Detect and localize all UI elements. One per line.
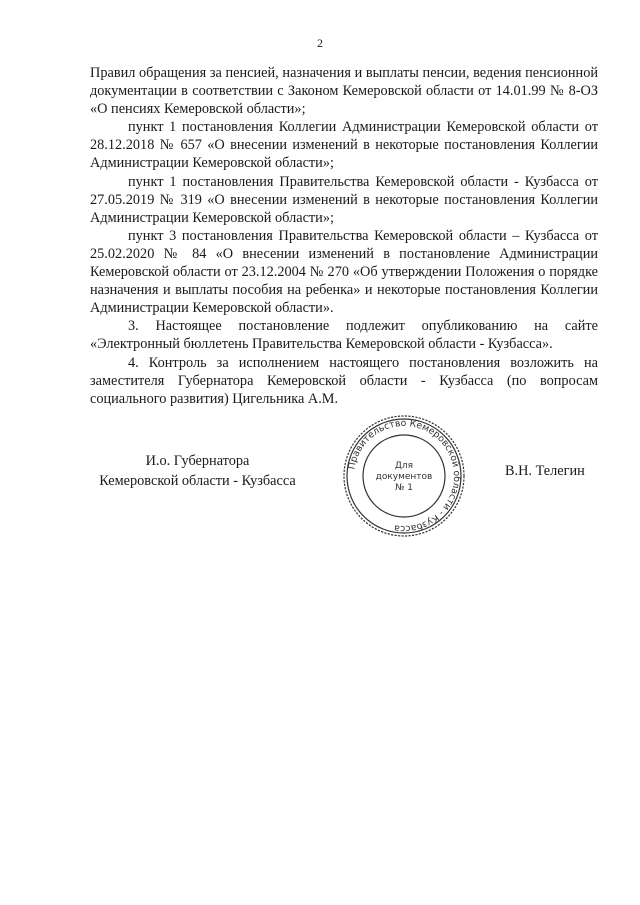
signatory-name: В.Н. Телегин (505, 463, 585, 479)
seal-center-line1: Для (394, 461, 414, 471)
signatory-title-line2: Кемеровской области - Кузбасса (99, 473, 296, 489)
paragraph-clause-2018-657: пункт 1 постановления Коллегии Администрации Кемеровской области от 28.12.2018 № 657 «О внесении изменений в некоторые постановления Коллегии Администрации Кемеровской области»; (90, 119, 598, 172)
official-seal (341, 413, 467, 539)
document-body (90, 64, 598, 408)
paragraph-clause-2020-84: пункт 3 постановления Правительства Кемеровской области – Кузбасса от 25.02.2020 № 84 «О внесении изменений в постановление Администрации Кемеровской области от 23.12.2004 № 270 «Об утверждении Положения о порядке назначения и выплаты пособия на ребенка» и некоторые постановления Коллегии Администрации Кемеровской области». (90, 227, 598, 317)
signatory-title-line1: И.о. Губернатора (145, 453, 250, 469)
paragraph-pension-rules: Правил обращения за пенсией, назначения и выплаты пенсии, ведения пенсионной документации в соответствии с Законом Кемеровской области от 14.01.99 № 8-ОЗ «О пенсиях Кемеровской области»; (90, 65, 598, 118)
seal-center-line3: № 1 (395, 483, 413, 493)
paragraph-publication: 3. Настоящее постановление подлежит опубликованию на сайте «Электронный бюллетень Правительства Кемеровской области - Кузбасса». (90, 318, 598, 353)
seal-ring-text: Правительство Кемеровской области - Кузбасса (346, 417, 463, 535)
seal-center-line2: документов (375, 472, 433, 482)
page-number: 2 (317, 36, 323, 50)
paragraph-control: 4. Контроль за исполнением настоящего постановления возложить на заместителя Губернатора Кемеровской области - Кузбасса (по вопросам социального развития) Цигельника А.М. (90, 354, 598, 407)
signatory-title (90, 451, 305, 491)
paragraph-clause-2019-319: пункт 1 постановления Правительства Кемеровской области - Кузбасса от 27.05.2019 № 319 «О внесении изменений в некоторые постановления Коллегии Администрации Кемеровской области»; (90, 173, 598, 226)
